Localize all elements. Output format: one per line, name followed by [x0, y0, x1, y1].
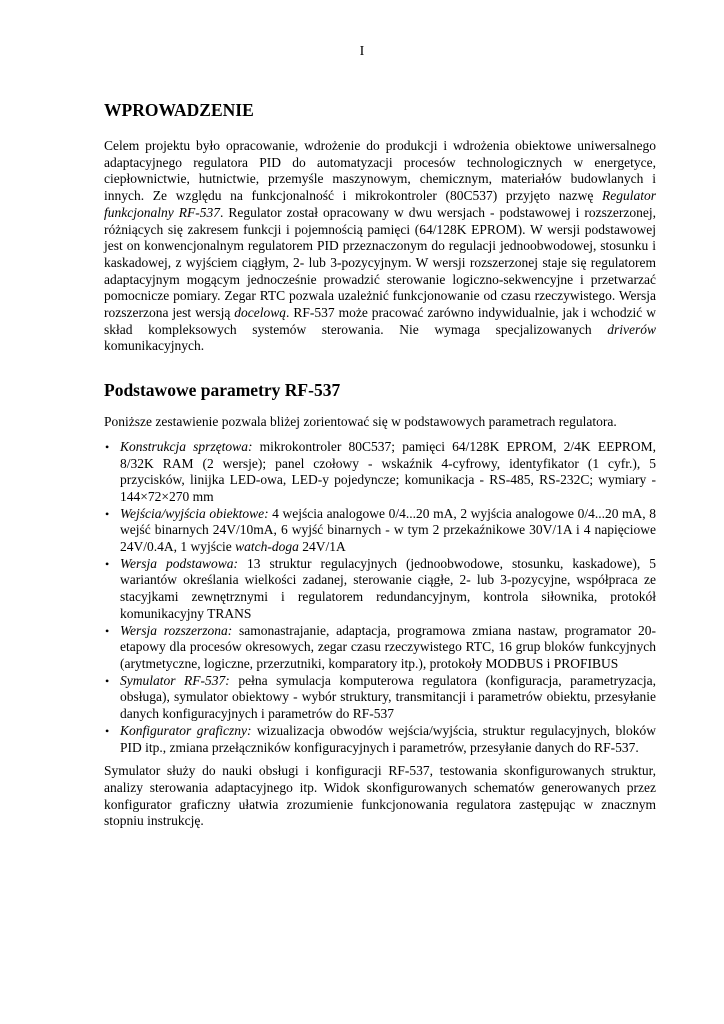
- bullet-icon: •: [105, 723, 110, 738]
- parameters-list: [104, 439, 656, 756]
- list-item: [104, 556, 656, 623]
- intro-emphasis-target: docelową: [234, 305, 287, 321]
- heading-introduction: WPROWADZENIE: [104, 100, 254, 120]
- list-item-label: Wersja podstawowa:: [120, 555, 239, 571]
- list-item: [104, 506, 656, 556]
- list-item-emphasis: watch-doga: [235, 539, 299, 555]
- list-item-text: 13 struktur regulacyjnych (jednoobwodowe, stosunku, kaskadowe), 5 wariantów określania wielkości zadanej, sterowanie ciągłe, 2- lub 3-pozycyjne, współpraca ze stacyjkami zewnętrznymi i regulatorem redundancyjnym, kontrola siłownika, protokół komunikacyjny TRANS: [120, 555, 656, 621]
- bullet-icon: •: [105, 556, 110, 571]
- bullet-icon: •: [105, 506, 110, 521]
- parameters-intro: Poniższe zestawienie pozwala bliżej zorientować się w podstawowych parametrach regulatora.: [104, 414, 617, 430]
- intro-text-3: . RF-537 może pracować zarówno indywidualnie, jak i wchodzić w skład kompleksowych systemów sterowania. Nie wymaga specjalizowanych: [104, 305, 657, 337]
- bullet-icon: •: [105, 673, 110, 688]
- list-item-text: wizualizacja obwodów wejścia/wyjścia, struktur regulacyjnych, bloków PID itp., zmiana przełączników konfiguracyjnych i parametrów, przesyłanie danych do RF-537.: [120, 722, 656, 755]
- heading-parameters: Podstawowe parametry RF-537: [104, 380, 341, 401]
- intro-text-4: komunikacyjnych.: [104, 338, 205, 354]
- intro-text-2: . Regulator został opracowany w dwu wersjach - podstawowej i rozszerzonej, różniących się zakresem funkcji i pojemnością pamięci (64/128K EPROM). W wersji podstawowej jest on konwencjonalnym regulatorem PID przeznaczonym do regulacji jednoobwodowej, stosunku i kaskadowej, z wyjściem ciągłym, 2- lub 3-pozycyjnym. W wersji rozszerzonej staje się regulatorem adaptacyjnym mogącym jednocześnie prowadzić sterowanie logiczno-sekwencyjne i przetwarzać pomocnicze pomiary. Zegar RTC pozwala uzależnić funkcjonowanie od czasu rzeczywistego. Wersja rozszerzona jest wersją: [104, 204, 657, 321]
- list-item-text: mikrokontroler 80C537; pamięci 64/128K EPROM, 2/4K EEPROM, 8/32K RAM (2 wersje); panel czołowy - wskaźnik 4-cyfrowy, identyfikator (1 cyfr.), 5 przycisków, linijka LED-owa, LED-y pojedyncze; komunikacja - RS-485, RS-232C; wymiary - 144×72×270 mm: [120, 438, 656, 504]
- list-item: [104, 623, 656, 673]
- page-content: [104, 100, 656, 830]
- list-item-text: samonastrajanie, adaptacja, programowa zmiana nastaw, programator 20-etapowy dla procesów okresowych, zegar czasu rzeczywistego RTC, 16 grup bloków funkcyjnych (arytmetyczne, logiczne, przerzutniki, komparatory itp.), protokoły MODBUS i PROFIBUS: [120, 622, 657, 671]
- list-item: [104, 439, 656, 506]
- list-item-text-end: 24V/1A: [298, 539, 346, 555]
- bullet-icon: •: [105, 623, 110, 638]
- list-item-label: Wersja rozszerzona:: [120, 622, 233, 638]
- intro-emphasis-name: Regulator funkcjonalny RF-537: [104, 188, 656, 220]
- list-item-label: Wejścia/wyjścia obiektowe:: [120, 505, 269, 521]
- intro-emphasis-drivers: driverów: [607, 321, 656, 337]
- list-item-label: Konstrukcja sprzętowa:: [120, 438, 253, 454]
- list-item-text: 4 wejścia analogowe 0/4...20 mA, 2 wyjścia analogowe 0/4...20 mA, 8 wejść binarnych 24V/10mA, 6 wyjść binarnych - w tym 2 przekaźnikowe 30V/1A i 4 napięciowe 24V/0.4A, 1 wyjście: [120, 505, 657, 555]
- intro-text-1: Celem projektu było opracowanie, wdrożenie do produkcji i wdrożenia obiektowe uniwersalnego adaptacyjnego regulatora PID do automatyzacji procesów technologicznych w energetyce, ciepłownictwie, hutnictwie, przemyśle maszynowym, chemicznym, materiałów budowlanych i innych. Ze względu na funkcjonalność i mikrokontroler (80C537) przyjęto nazwę: [104, 138, 656, 204]
- list-item: [104, 723, 656, 756]
- intro-paragraph: [104, 138, 656, 355]
- list-item: [104, 673, 656, 723]
- list-item-label: Symulator RF-537:: [120, 672, 230, 688]
- page-number: I: [359, 44, 365, 59]
- list-item-label: Konfigurator graficzny:: [120, 722, 252, 738]
- bullet-icon: •: [105, 439, 110, 454]
- list-item-text: pełna symulacja komputerowa regulatora (konfiguracja, parametryzacja, obsługa), symulator obiektowy - wybór struktury, transmitancji i parametrów obiektu, przesyłanie danych konfiguracyjnych i parametrów do RF-537: [120, 672, 656, 722]
- closing-paragraph: Symulator służy do nauki obsługi i konfiguracji RF-537, testowania skonfigurowanych struktur, analizy sterowania adaptacyjnego itp. Widok skonfigurowanych schematów generowanych przez konfigurator graficzny ułatwia zrozumienie funkcjonowania regulatora zastępując w znacznym stopniu instrukcję.: [104, 763, 656, 829]
